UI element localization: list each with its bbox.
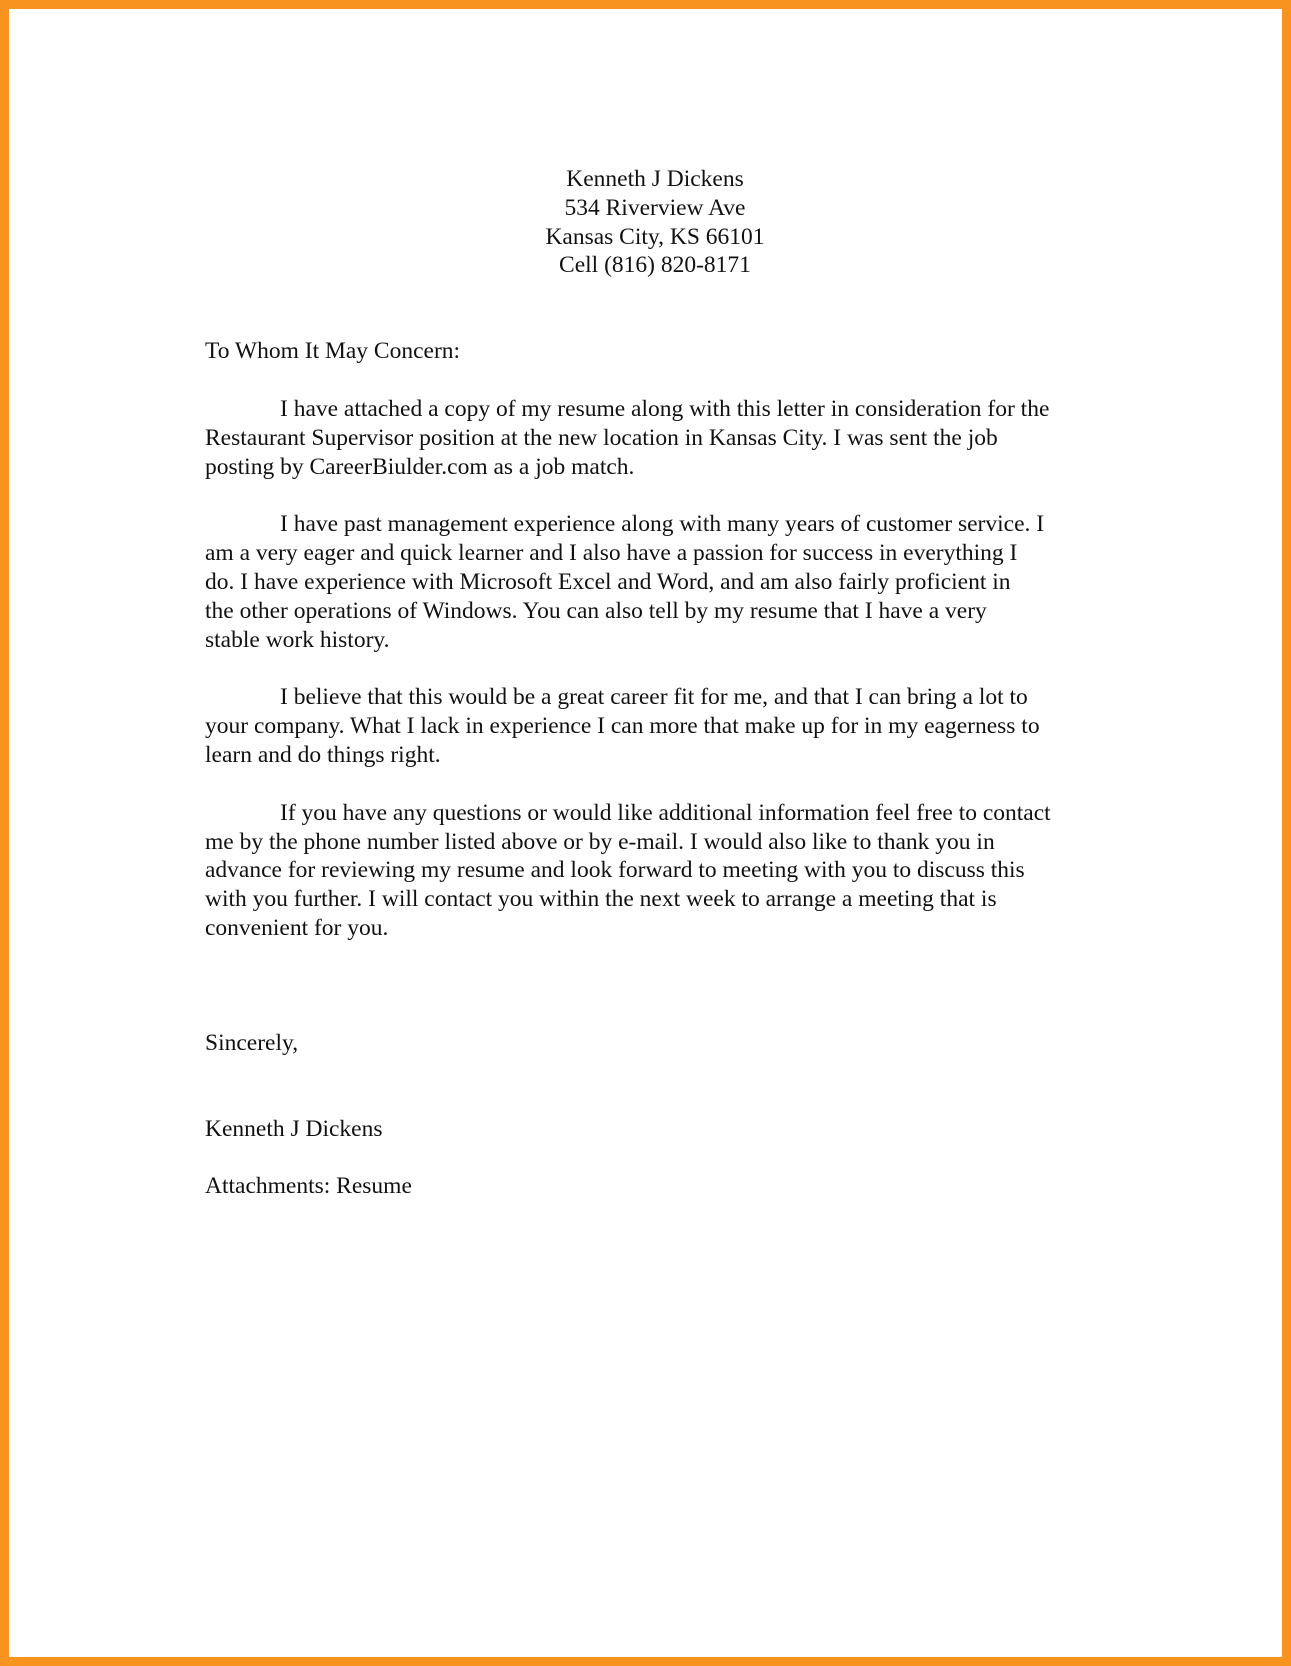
paragraph-line: with you further. I will contact you within the next week to arrange a meeting that is (205, 886, 997, 913)
sender-city-state-zip: Kansas City, KS 66101 (545, 223, 765, 250)
paragraph-line: I have attached a copy of my resume along with this letter in consideration for the (280, 395, 1050, 422)
paragraph-line: stable work history. (205, 626, 390, 653)
paragraph-line: I believe that this would be a great career fit for me, and that I can bring a lot to (280, 684, 1028, 711)
paragraph-line: I have past management experience along with many years of customer service. I (280, 511, 1045, 538)
body-paragraph-4 (205, 799, 1105, 943)
cover-letter (205, 165, 1105, 1201)
attachments-line: Attachments: Resume (205, 1173, 412, 1200)
paragraph-line: If you have any questions or would like additional information feel free to contact (280, 799, 1051, 826)
closing: Sincerely, (205, 1029, 299, 1056)
sender-name: Kenneth J Dickens (566, 166, 744, 192)
paragraph-line: me by the phone number listed above or by e-mail. I would also like to thank you in (205, 828, 995, 855)
paragraph-line: posting by CareerBiulder.com as a job match. (205, 453, 635, 480)
sender-address-block (205, 165, 1105, 280)
body-paragraph-2 (205, 510, 1105, 654)
sender-phone: Cell (816) 820-8171 (559, 252, 751, 279)
paragraph-line: do. I have experience with Microsoft Excel and Word, and am also fairly proficient in (205, 568, 1011, 595)
body-paragraph-3 (205, 683, 1105, 769)
paragraph-line: learn and do things right. (205, 741, 441, 768)
paragraph-line: your company. What I lack in experience I can more that make up for in my eagerness to (205, 713, 1040, 740)
sender-street: 534 Riverview Ave (564, 194, 746, 221)
paragraph-line: advance for reviewing my resume and look forward to meeting with you to discuss this (205, 857, 1025, 884)
paragraph-line: the other operations of Windows. You can also tell by my resume that I have a very (205, 597, 987, 624)
paragraph-line: Restaurant Supervisor position at the new location in Kansas City. I was sent the job (205, 424, 998, 451)
paragraph-line: am a very eager and quick learner and I also have a passion for success in everything I (205, 540, 1018, 567)
body-paragraph-1 (205, 395, 1105, 481)
salutation: To Whom It May Concern: (205, 338, 461, 365)
paragraph-line: convenient for you. (205, 914, 389, 941)
signature-name: Kenneth J Dickens (205, 1115, 383, 1142)
